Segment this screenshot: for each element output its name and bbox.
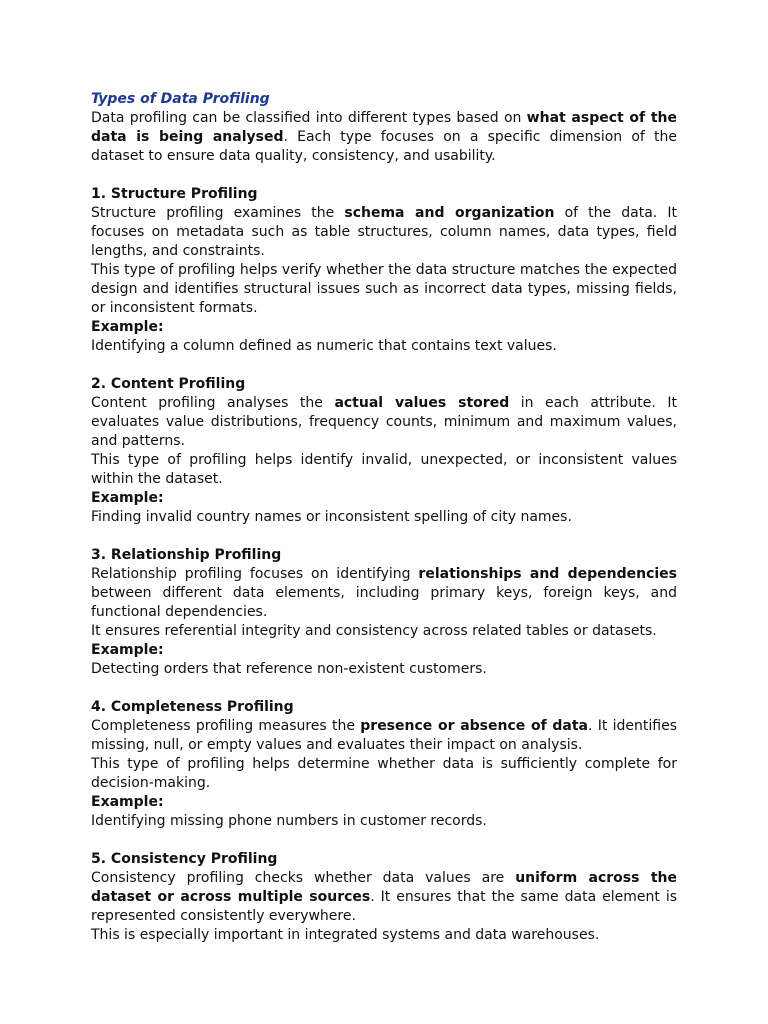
document-page <box>91 90 677 945</box>
paragraph-emphasis: schema and organization <box>344 205 555 221</box>
section-paragraph <box>91 869 677 926</box>
example-label: Example: <box>91 319 164 335</box>
section-paragraph <box>91 394 677 451</box>
page-title: Types of Data Profiling <box>91 91 270 107</box>
paragraph-emphasis: actual values stored <box>334 395 510 411</box>
example-text: Identifying missing phone numbers in customer records. <box>91 813 487 829</box>
paragraph-text-end: . It ensures that the same data element is represented consistently everywhere. <box>91 889 677 924</box>
intro-text-end: . Each type focuses on a specific dimension of the dataset to ensure data quality, consistency, and usability. <box>91 129 677 164</box>
paragraph-text: Relationship profiling focuses on identifying <box>91 566 419 582</box>
example-text: Identifying a column defined as numeric that contains text values. <box>91 338 557 354</box>
intro-paragraph <box>91 109 677 166</box>
intro-emphasis: what aspect of the data is being analysed <box>91 110 677 145</box>
paragraph-emphasis: relationships and dependencies <box>418 566 677 582</box>
section-completeness-profiling <box>91 698 677 831</box>
example-label: Example: <box>91 642 164 658</box>
paragraph-text-end: of the data. It focuses on metadata such as table structures, column names, data types, field lengths, and constraints. <box>91 205 677 259</box>
paragraph-emphasis: uniform across the dataset or across multiple sources <box>91 870 677 905</box>
paragraph-emphasis: presence or absence of data <box>360 718 588 734</box>
example-label: Example: <box>91 794 164 810</box>
section-paragraph-2: This is especially important in integrated systems and data warehouses. <box>91 927 600 943</box>
example-text: Detecting orders that reference non-existent customers. <box>91 661 487 677</box>
section-heading: 2. Content Profiling <box>91 376 246 392</box>
example-text: Finding invalid country names or inconsistent spelling of city names. <box>91 509 572 525</box>
paragraph-text-end: in each attribute. It evaluates value distributions, frequency counts, minimum and maximum values, and patterns. <box>91 395 678 449</box>
paragraph-text: Structure profiling examines the <box>91 205 345 221</box>
section-content-profiling <box>91 375 677 527</box>
section-paragraph-2: It ensures referential integrity and consistency across related tables or datasets. <box>91 623 657 639</box>
paragraph-text-end: . It identifies missing, null, or empty values and evaluates their impact on analysis. <box>91 718 677 753</box>
section-paragraph <box>91 565 677 622</box>
section-heading: 5. Consistency Profiling <box>91 851 278 867</box>
section-paragraph-2: This type of profiling helps verify whether the data structure matches the expected design and identifies structural issues such as incorrect data types, missing fields, or inconsistent formats. <box>91 262 677 316</box>
section-heading: 4. Completeness Profiling <box>91 699 294 715</box>
section-structure-profiling <box>91 185 677 356</box>
paragraph-text: Completeness profiling measures the <box>91 718 361 734</box>
intro-text: Data profiling can be classified into different types based on <box>91 110 527 126</box>
section-relationship-profiling <box>91 546 677 679</box>
section-heading: 3. Relationship Profiling <box>91 547 282 563</box>
paragraph-text: Consistency profiling checks whether data values are <box>91 870 516 886</box>
paragraph-text: Content profiling analyses the <box>91 395 335 411</box>
section-paragraph-2: This type of profiling helps determine whether data is sufficiently complete for decision-making. <box>91 756 677 791</box>
section-heading: 1. Structure Profiling <box>91 186 258 202</box>
section-consistency-profiling <box>91 850 677 945</box>
paragraph-text-end: between different data elements, including primary keys, foreign keys, and functional dependencies. <box>91 585 677 620</box>
section-paragraph <box>91 204 677 261</box>
example-label: Example: <box>91 490 164 506</box>
section-paragraph <box>91 717 677 755</box>
section-paragraph-2: This type of profiling helps identify invalid, unexpected, or inconsistent values within the dataset. <box>91 452 677 487</box>
